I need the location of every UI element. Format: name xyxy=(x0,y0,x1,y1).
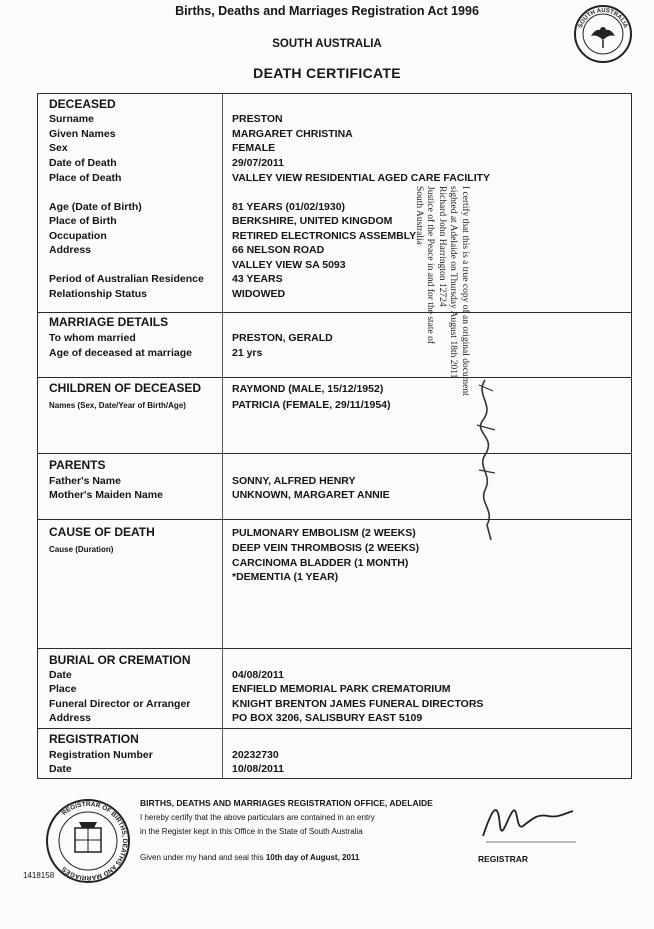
father-label: Father's Name xyxy=(49,475,121,487)
address-line-1: 66 NELSON ROAD xyxy=(232,244,325,256)
certification-line: I certify that this is a true copy of an original document xyxy=(460,186,470,396)
sex-value: FEMALE xyxy=(232,142,276,154)
occupation-value: RETIRED ELECTRONICS ASSEMBLY xyxy=(232,230,417,242)
section-divider xyxy=(37,648,632,649)
burial-place-value: ENFIELD MEMORIAL PARK CREMATORIUM xyxy=(232,683,451,695)
deceased-heading: DECEASED xyxy=(49,97,116,111)
act-title: Births, Deaths and Marriages Registration Act 1996 xyxy=(175,4,479,18)
given-prefix: Given under my hand and seal this xyxy=(140,853,266,862)
burial-date-label: Date xyxy=(49,669,72,681)
funeral-address-label: Address xyxy=(49,712,92,724)
south-australia-seal-icon xyxy=(573,4,633,64)
document-title: DEATH CERTIFICATE xyxy=(253,65,401,81)
surname-value: PRESTON xyxy=(232,113,283,125)
place-of-death-label: Place of Death xyxy=(49,172,122,184)
marriage-heading: MARRIAGE DETAILS xyxy=(49,315,169,329)
burial-heading: BURIAL OR CREMATION xyxy=(49,653,191,667)
funeral-address-value: PO BOX 3206, SALISBURY EAST 5109 xyxy=(232,712,423,724)
place-of-death-value: VALLEY VIEW RESIDENTIAL AGED CARE FACILITY xyxy=(232,172,491,184)
mother-label: Mother's Maiden Name xyxy=(49,489,163,501)
registration-number-label: Registration Number xyxy=(49,749,153,761)
occupation-label: Occupation xyxy=(49,230,107,242)
given-day: 10th day of August, 2011 xyxy=(265,853,360,862)
surname-label: Surname xyxy=(49,113,94,125)
registrar-label: REGISTRAR xyxy=(478,854,529,864)
certification-line: Richard John Harrington 12724 xyxy=(437,186,447,307)
parents-heading: PARENTS xyxy=(49,458,106,472)
sex-label: Sex xyxy=(49,142,68,154)
certification-line: Justice of the Peace in and for the state of xyxy=(425,186,436,345)
section-divider xyxy=(37,728,632,729)
residence-period-value: 43 YEARS xyxy=(232,273,283,285)
cause-4: *DEMENTIA (1 YEAR) xyxy=(232,571,339,583)
date-of-death-label: Date of Death xyxy=(49,157,117,169)
registrar-seal-icon xyxy=(45,798,131,884)
mother-value: UNKNOWN, MARGARET ANNIE xyxy=(232,489,390,501)
certification-line: sighted at Adelaide on Thursday August 18th 2011 xyxy=(448,186,459,379)
age-value: 81 YEARS (01/02/1930) xyxy=(232,201,346,213)
children-subheading: Names (Sex, Date/Year of Birth/Age) xyxy=(49,401,186,410)
certification-line: South Australia xyxy=(414,186,424,245)
registration-date-value: 10/08/2011 xyxy=(232,763,284,775)
office-name: BIRTHS, DEATHS AND MARRIAGES REGISTRATION OFFICE, ADELAIDE xyxy=(140,798,433,808)
child-2: PATRICIA (FEMALE, 29/11/1954) xyxy=(232,399,391,411)
burial-date-value: 04/08/2011 xyxy=(232,669,284,681)
given-under-hand xyxy=(140,853,359,862)
registration-date-label: Date xyxy=(49,763,72,775)
section-divider xyxy=(37,519,632,520)
column-divider xyxy=(222,94,223,778)
jp-signature-icon xyxy=(455,375,515,545)
svg-text:REGISTRAR OF BIRTHS, DEATHS AN: REGISTRAR OF BIRTHS, DEATHS AND MARRIAGES xyxy=(60,800,129,882)
registration-number-value: 20232730 xyxy=(232,749,279,761)
reference-number: 1418158 xyxy=(23,871,55,880)
section-divider xyxy=(37,453,632,454)
section-divider xyxy=(37,312,632,313)
cause-1: PULMONARY EMBOLISM (2 WEEKS) xyxy=(232,527,416,539)
given-names-label: Given Names xyxy=(49,128,116,140)
funeral-director-label: Funeral Director or Arranger xyxy=(49,698,191,710)
cause-2: DEEP VEIN THROMBOSIS (2 WEEKS) xyxy=(232,542,420,554)
funeral-director-value: KNIGHT BRENTON JAMES FUNERAL DIRECTORS xyxy=(232,698,484,710)
cause-subheading: Cause (Duration) xyxy=(49,545,114,554)
father-value: SONNY, ALFRED HENRY xyxy=(232,475,356,487)
children-heading: CHILDREN OF DECEASED xyxy=(49,381,202,395)
date-of-death-value: 29/07/2011 xyxy=(232,157,284,169)
section-divider xyxy=(37,377,632,378)
spouse-value: PRESTON, GERALD xyxy=(232,332,333,344)
certify-line-2: in the Register kept in this Office in the State of South Australia xyxy=(140,827,363,836)
cause-3: CARCINOMA BLADDER (1 MONTH) xyxy=(232,557,409,569)
residence-period-label: Period of Australian Residence xyxy=(49,273,204,285)
marriage-age-value: 21 yrs xyxy=(232,347,263,359)
burial-place-label: Place xyxy=(49,683,77,695)
certificate-frame xyxy=(37,93,632,779)
marriage-age-label: Age of deceased at marriage xyxy=(49,347,192,359)
registration-heading: REGISTRATION xyxy=(49,732,139,746)
place-of-birth-value: BERKSHIRE, UNITED KINGDOM xyxy=(232,215,393,227)
address-line-2: VALLEY VIEW SA 5093 xyxy=(232,259,346,271)
given-names-value: MARGARET CHRISTINA xyxy=(232,128,353,140)
spouse-label: To whom married xyxy=(49,332,136,344)
age-label: Age (Date of Birth) xyxy=(49,201,142,213)
certify-line-1: I hereby certify that the above particulars are contained in an entry xyxy=(140,813,375,822)
relationship-status-label: Relationship Status xyxy=(49,288,148,300)
cause-heading: CAUSE OF DEATH xyxy=(49,525,155,539)
svg-text:SOUTH AUSTRALIA: SOUTH AUSTRALIA xyxy=(577,7,629,29)
state-heading: SOUTH AUSTRALIA xyxy=(272,38,382,50)
address-label: Address xyxy=(49,244,92,256)
place-of-birth-label: Place of Birth xyxy=(49,215,117,227)
registrar-signature-icon xyxy=(478,796,578,851)
relationship-status-value: WIDOWED xyxy=(232,288,286,300)
child-1: RAYMOND (MALE, 15/12/1952) xyxy=(232,383,384,395)
